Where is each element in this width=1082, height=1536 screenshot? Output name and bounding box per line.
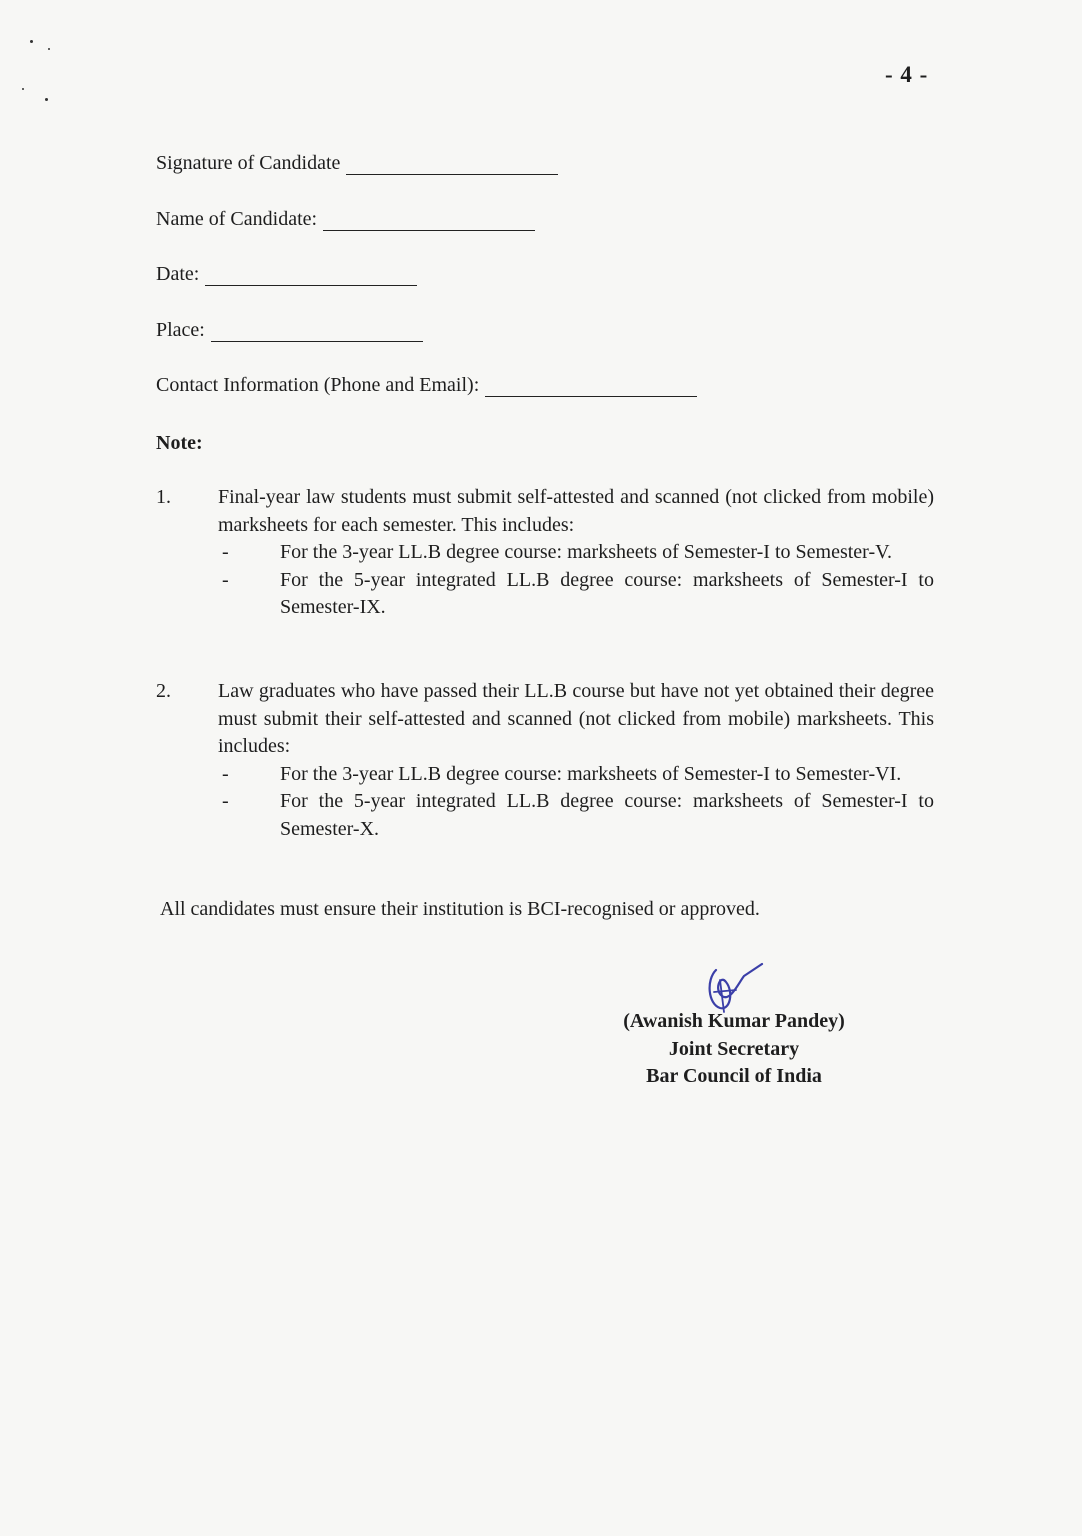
date-blank-line: [205, 263, 417, 286]
note-item-text: Final-year law students must submit self-attested and scanned (not clicked from mobile) marksheets for each semester. This includes:: [218, 486, 934, 536]
signatory-organization: Bar Council of India: [646, 1065, 822, 1087]
note-subitem-text: For the 3-year LL.B degree course: marksheets of Semester-I to Semester-VI.: [280, 762, 902, 785]
dash-bullet: -: [222, 790, 229, 812]
place-blank-line: [211, 319, 423, 342]
signatory-designation: Joint Secretary: [668, 1037, 800, 1060]
dash-bullet: -: [222, 568, 229, 591]
name-field: [156, 208, 535, 231]
note-item-number: 1.: [156, 486, 171, 508]
note-subitem-text: For the 3-year LL.B degree course: marksheets of Semester-I to Semester-V.: [280, 541, 892, 563]
dash-bullet: -: [222, 541, 229, 563]
date-field: [156, 263, 417, 286]
contact-blank-line: [485, 374, 697, 397]
closing-statement: All candidates must ensure their institution is BCI-recognised or approved.: [160, 898, 760, 920]
name-label: Name of Candidate:: [156, 208, 318, 230]
place-field: [156, 319, 423, 342]
signature-blank-line: [346, 152, 558, 175]
note-subitem-text: For the 5-year integrated LL.B degree course: marksheets of Semester-I to Semester-IX.: [280, 568, 934, 618]
signature-label: Signature of Candidate: [156, 152, 341, 174]
name-blank-line: [323, 208, 535, 231]
date-label: Date:: [156, 263, 200, 285]
note-subitem: [218, 761, 934, 789]
note-subitem: [218, 539, 934, 567]
signature-field: [156, 152, 558, 175]
note-item-number: 2.: [156, 680, 171, 702]
contact-field: [156, 374, 697, 397]
signatory-name: (Awanish Kumar Pandey): [623, 1010, 845, 1032]
signatory-block: [572, 1008, 896, 1091]
note-subitem: [218, 788, 934, 843]
note-item-2: [156, 678, 934, 843]
contact-label: Contact Information (Phone and Email):: [156, 374, 480, 396]
note-subitem-text: For the 5-year integrated LL.B degree course: marksheets of Semester-I to Semester-X.: [280, 790, 934, 840]
page-number: - 4 -: [885, 62, 929, 87]
note-subitem: [218, 567, 934, 622]
note-heading: Note:: [156, 432, 203, 454]
place-label: Place:: [156, 319, 205, 341]
note-item-text: Law graduates who have passed their LL.B course but have not yet obtained their degree must submit their self-attested and scanned (not clicked from mobile) marksheets. This includes:: [218, 680, 934, 757]
dash-bullet: -: [222, 762, 229, 785]
note-item-1: [156, 484, 934, 622]
